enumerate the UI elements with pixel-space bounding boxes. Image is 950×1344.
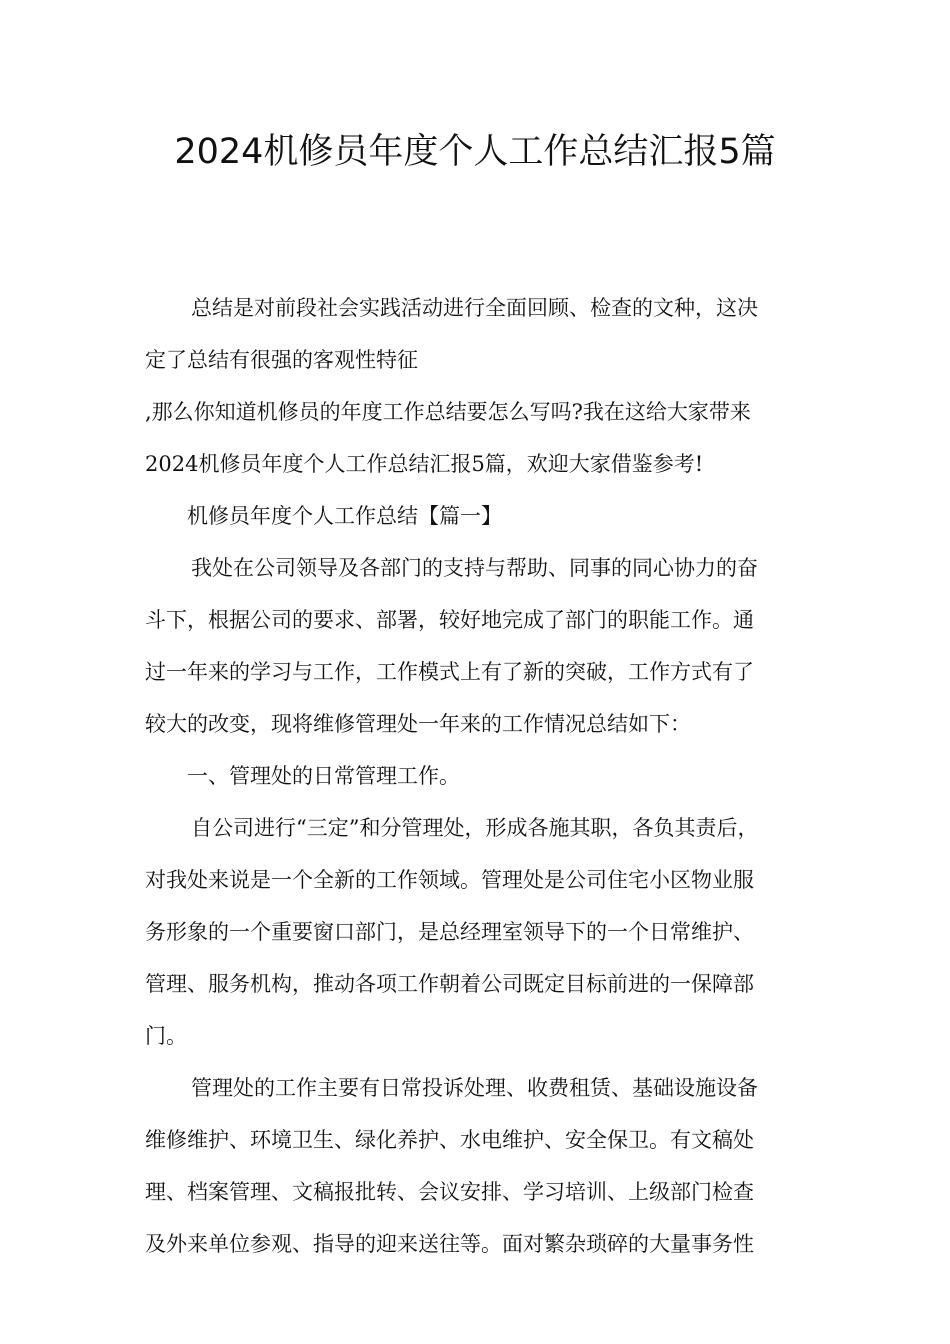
document-title: 2024机修员年度个人工作总结汇报5篇 <box>174 132 776 172</box>
paragraph-line: 总结是对前段社会实践活动进行全面回顾、检查的文种，这决 <box>191 296 758 320</box>
paragraph-line: 维修维护、环境卫生、绿化养护、水电维护、安全保卫。有文稿处 <box>145 1128 754 1152</box>
section-heading: 机修员年度个人工作总结【篇一】 <box>187 504 502 528</box>
paragraph-line: 定了总结有很强的客观性特征 <box>145 348 418 372</box>
document-body <box>145 282 805 1270</box>
paragraph-line: 务形象的一个重要窗口部门，是总经理室领导下的一个日常维护、 <box>145 920 754 944</box>
paragraph-line: 管理、服务机构，推动各项工作朝着公司既定目标前进的一保障部 <box>145 972 754 996</box>
paragraph-line: 2024机修员年度个人工作总结汇报5篇，欢迎大家借鉴参考! <box>145 452 704 476</box>
paragraph-line: 管理处的工作主要有日常投诉处理、收费租赁、基础设施设备 <box>191 1076 758 1100</box>
paragraph-line: 对我处来说是一个全新的工作领域。管理处是公司住宅小区物业服 <box>145 868 754 892</box>
paragraph-line: 理、档案管理、文稿报批转、会议安排、学习培训、上级部门检查 <box>145 1180 754 1204</box>
paragraph-line: 及外来单位参观、指导的迎来送往等。面对繁杂琐碎的大量事务性 <box>145 1232 754 1256</box>
paragraph-line: 过一年来的学习与工作，工作模式上有了新的突破，工作方式有了 <box>145 660 754 684</box>
section-heading: 一、管理处的日常管理工作。 <box>187 764 460 788</box>
paragraph-line: 较大的改变，现将维修管理处一年来的工作情况总结如下： <box>145 712 691 736</box>
paragraph-line: 门。 <box>145 1024 187 1048</box>
paragraph-line: 自公司进行“三定”和分管理处，形成各施其职，各负其责后， <box>191 816 759 840</box>
paragraph-line: 斗下，根据公司的要求、部署，较好地完成了部门的职能工作。通 <box>145 608 754 632</box>
paragraph-line: 我处在公司领导及各部门的支持与帮助、同事的同心协力的奋 <box>191 556 758 580</box>
paragraph-line: ,那么你知道机修员的年度工作总结要怎么写吗?我在这给大家带来 <box>145 400 751 424</box>
